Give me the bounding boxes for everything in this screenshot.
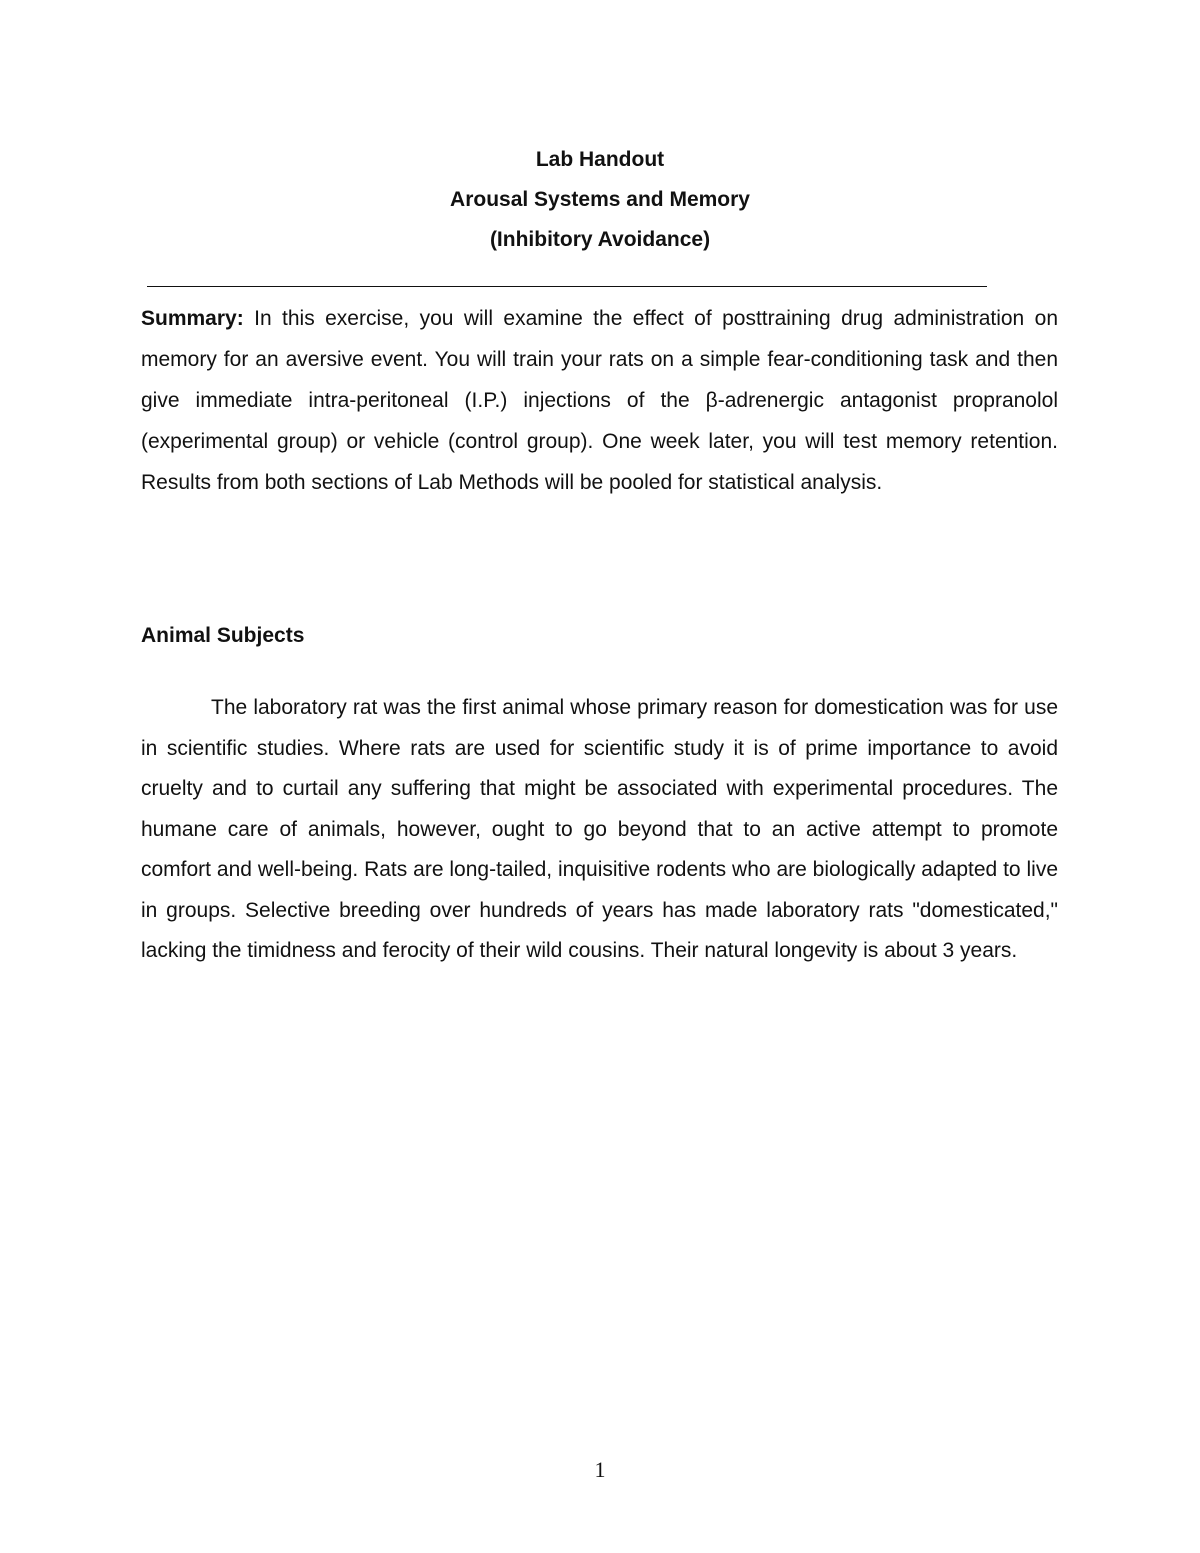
horizontal-rule — [147, 286, 987, 287]
title-line-handout: Lab Handout — [535, 148, 665, 171]
title-line-topic: Arousal Systems and Memory — [450, 188, 750, 211]
section-heading-animal-subjects: Animal Subjects — [141, 624, 305, 647]
title-line-subtopic: (Inhibitory Avoidance) — [489, 228, 711, 251]
document-title — [0, 140, 1200, 260]
page-number: 1 — [594, 1457, 606, 1482]
summary-text: In this exercise, you will examine the effect of posttraining drug administration on memory for an aversive event. You will train your rats on a simple fear-conditioning task and then give immediate intra-peritoneal (I.P.) injections of the β-adrenergic antagonist propranolol (experimental group) or vehicle (control group). One week later, you will test memory retention. Results from both sections of Lab Methods will be pooled for statistical analysis. — [141, 307, 1058, 494]
summary-label: Summary: — [141, 307, 244, 330]
summary-paragraph — [141, 298, 1058, 503]
animal-subjects-paragraph: The laboratory rat was the first animal whose primary reason for domestication was for use in scientific studies. Where rats are used for scientific study it is of prime importance to avoid cruelty and to curtail any suffering that might be associated with experimental procedures. The humane care of animals, however, ought to go beyond that to an active attempt to promote comfort and well-being. Rats are long-tailed, inquisitive rodents who are biologically adapted to live in groups. Selective breeding over hundreds of years has made laboratory rats "domesticated," lacking the timidness and ferocity of their wild cousins. Their natural longevity is about 3 years. — [141, 696, 1058, 962]
